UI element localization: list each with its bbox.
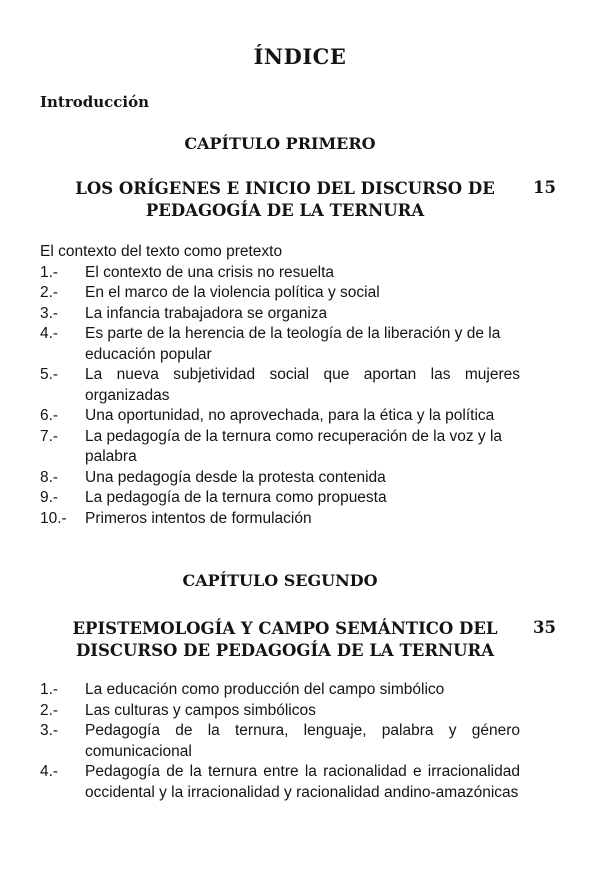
item-number: 7.- [40, 427, 59, 445]
item-text: Es parte de la herencia de la teología de la liberación y de la educación popular [85, 325, 501, 363]
chapter-1-page-number: 15 [533, 178, 556, 197]
item-text: Las culturas y campos simbólicos [85, 701, 316, 719]
item-number: 4.- [40, 325, 59, 342]
list-item [40, 701, 520, 722]
item-text: El contexto de una crisis no resuelta [85, 263, 334, 281]
item-number: 6.- [40, 407, 59, 424]
list-item [40, 427, 520, 468]
chapter-2-list [40, 680, 520, 803]
chapter-1-title-line2: PEDAGOGÍA DE LA TERNURA [145, 201, 425, 220]
list-item [40, 406, 520, 427]
item-number: 10.- [40, 509, 67, 527]
item-number: 5.- [40, 366, 59, 383]
item-number: 3.- [40, 722, 59, 739]
toc-introduction: Introducción [40, 93, 150, 111]
item-text: Pedagogía de la ternura, lenguaje, palabra y género comunicacional [85, 722, 520, 760]
item-text: La pedagogía de la ternura como recuperación de la voz y la palabra [85, 427, 503, 465]
chapter-2-title [40, 618, 530, 662]
item-text: La infancia trabajadora se organiza [85, 304, 328, 322]
chapter-1-list [40, 242, 520, 529]
list-item [40, 324, 520, 365]
item-number: 2.- [40, 284, 59, 301]
item-text: En el marco de la violencia política y social [85, 284, 380, 301]
list-item [40, 263, 520, 284]
list-item [40, 304, 520, 325]
list-item [40, 283, 520, 304]
list-item [40, 468, 520, 489]
item-text: La educación como producción del campo simbólico [85, 681, 445, 698]
chapter-2-label: CAPÍTULO SEGUNDO [182, 571, 378, 590]
chapter-1-title [40, 178, 530, 222]
list-item [40, 762, 520, 803]
item-text: Una oportunidad, no aprovechada, para la ética y la política [85, 407, 495, 424]
item-number: 2.- [40, 701, 59, 719]
chapter-2-page-number: 35 [533, 618, 556, 637]
item-number: 1.- [40, 263, 59, 281]
item-text: La nueva subjetividad social que aportan las mujeres organizadas [85, 366, 520, 404]
list-item [40, 721, 520, 762]
list-item [40, 680, 520, 701]
item-number: 8.- [40, 468, 59, 486]
chapter-1-intro-line: El contexto del texto como pretexto [40, 243, 283, 260]
chapter-1-label: CAPÍTULO PRIMERO [184, 134, 376, 153]
item-number: 1.- [40, 681, 59, 698]
list-item [40, 365, 520, 406]
item-number: 4.- [40, 763, 59, 780]
chapter-1-title-line1: LOS ORÍGENES E INICIO DEL DISCURSO DE [75, 179, 495, 198]
item-number: 3.- [40, 304, 59, 322]
list-item [40, 488, 520, 509]
chapter-2-title-line1: EPISTEMOLOGÍA Y CAMPO SEMÁNTICO DEL [72, 619, 498, 638]
item-text: Pedagogía de la ternura entre la racionalidad e irracionalidad occidental y la irracionalidad y racionalidad andino-amazónicas [85, 763, 520, 801]
item-text: Primeros intentos de formulación [85, 509, 312, 527]
list-item [40, 509, 520, 530]
chapter-2-title-line2: DISCURSO DE PEDAGOGÍA DE LA TERNURA [75, 641, 495, 660]
item-text: Una pedagogía desde la protesta contenida [85, 468, 386, 486]
page-title: ÍNDICE [253, 44, 347, 69]
item-text: La pedagogía de la ternura como propuesta [85, 489, 387, 506]
item-number: 9.- [40, 489, 59, 506]
